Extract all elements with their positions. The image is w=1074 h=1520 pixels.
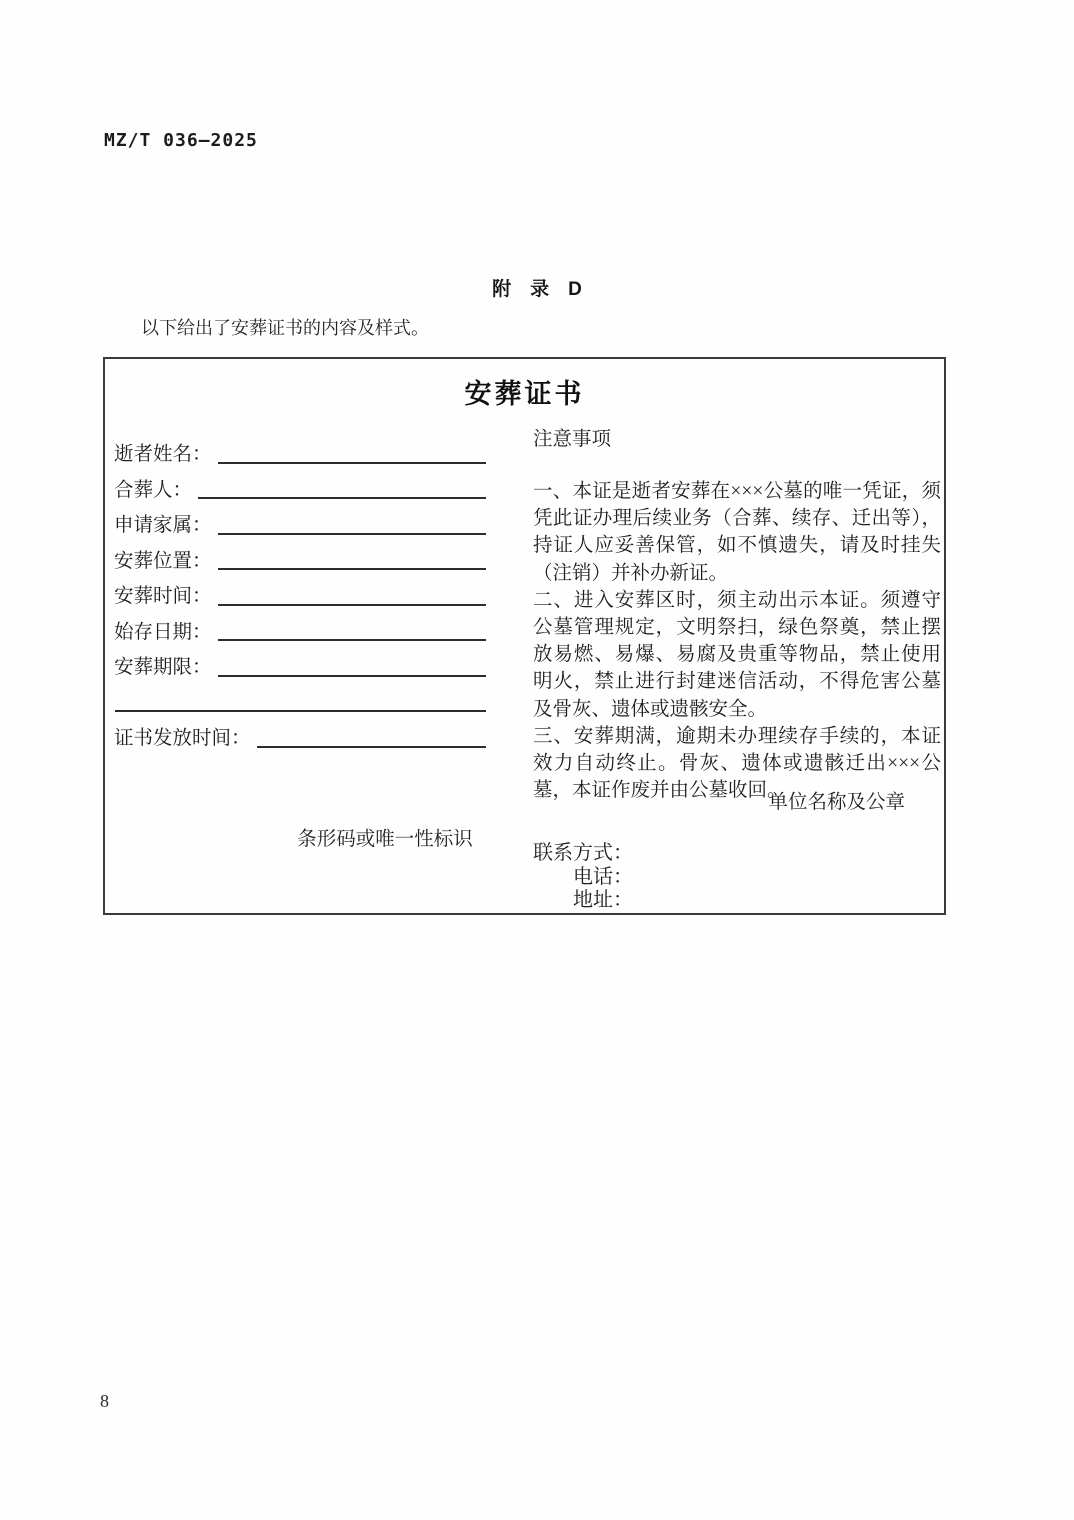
field-row-burial-term — [114, 646, 486, 682]
field-row-blank — [114, 682, 486, 718]
fill-in-line — [218, 675, 486, 677]
seal-label: 单位名称及公章 — [768, 792, 905, 813]
appendix-title: 附 录 D — [492, 279, 582, 300]
contact-label: 联系方式： — [533, 842, 633, 864]
intro-paragraph: 以下给出了安葬证书的内容及样式。 — [141, 318, 429, 338]
field-row-certificate-issue-date — [114, 717, 486, 753]
field-row-burial-location — [114, 540, 486, 576]
fill-in-line — [198, 497, 486, 499]
fill-in-line — [257, 746, 486, 748]
fill-in-line — [218, 533, 486, 535]
page-number: 8 — [100, 1391, 109, 1411]
field-label: 逝者姓名： — [114, 444, 212, 466]
fill-in-line — [218, 462, 486, 464]
phone-label: 电话： — [573, 865, 633, 888]
note-item-3: 三、安葬期满，逾期未办理续存手续的，本证效力自动终止。骨灰、遗体或遗骸迁出×××公墓，本证作废并由公墓收回。 — [533, 725, 941, 802]
field-row-burial-time — [114, 575, 486, 611]
notes-section — [533, 423, 941, 804]
certificate-box — [103, 357, 946, 915]
field-label: 安葬时间： — [114, 586, 212, 608]
note-item-1: 一、本证是逝者安葬在×××公墓的唯一凭证，须凭此证办理后续业务（合葬、续存、迁出等），持证人应妥善保管，如不慎遗失，请及时挂失（注销）并补办新证。 — [533, 481, 941, 584]
fill-in-line — [218, 604, 486, 606]
field-row-deceased-name — [114, 433, 486, 469]
certificate-form-fields — [114, 433, 486, 753]
field-label: 安葬期限： — [114, 657, 212, 679]
notes-heading: 注意事项 — [533, 429, 612, 450]
address-label: 地址： — [573, 889, 633, 911]
field-label: 申请家属： — [114, 515, 212, 537]
certificate-title: 安葬证书 — [464, 379, 585, 409]
note-item-2: 二、进入安葬区时，须主动出示本证。须遵守公墓管理规定，文明祭扫，绿色祭奠，禁止摆放易燃、易爆、易腐及贵重等物品，禁止使用明火，禁止进行封建迷信活动，不得危害公墓及骨灰、遗体或遗骸安全。 — [533, 589, 941, 720]
fill-in-line — [218, 568, 486, 570]
standard-number: MZ/T 036—2025 — [104, 130, 258, 151]
field-label: 安葬位置： — [114, 550, 212, 572]
field-row-storage-start-date — [114, 611, 486, 647]
fill-in-line — [115, 710, 486, 712]
field-label: 合葬人： — [114, 479, 193, 501]
barcode-placeholder-label: 条形码或唯一性标识 — [297, 829, 473, 850]
field-row-co-burial-person — [114, 469, 486, 505]
field-label: 始存日期： — [114, 621, 212, 643]
field-row-applicant-family — [114, 504, 486, 540]
fill-in-line — [218, 639, 486, 641]
field-label: 证书发放时间： — [114, 728, 251, 750]
contact-block — [533, 842, 633, 913]
